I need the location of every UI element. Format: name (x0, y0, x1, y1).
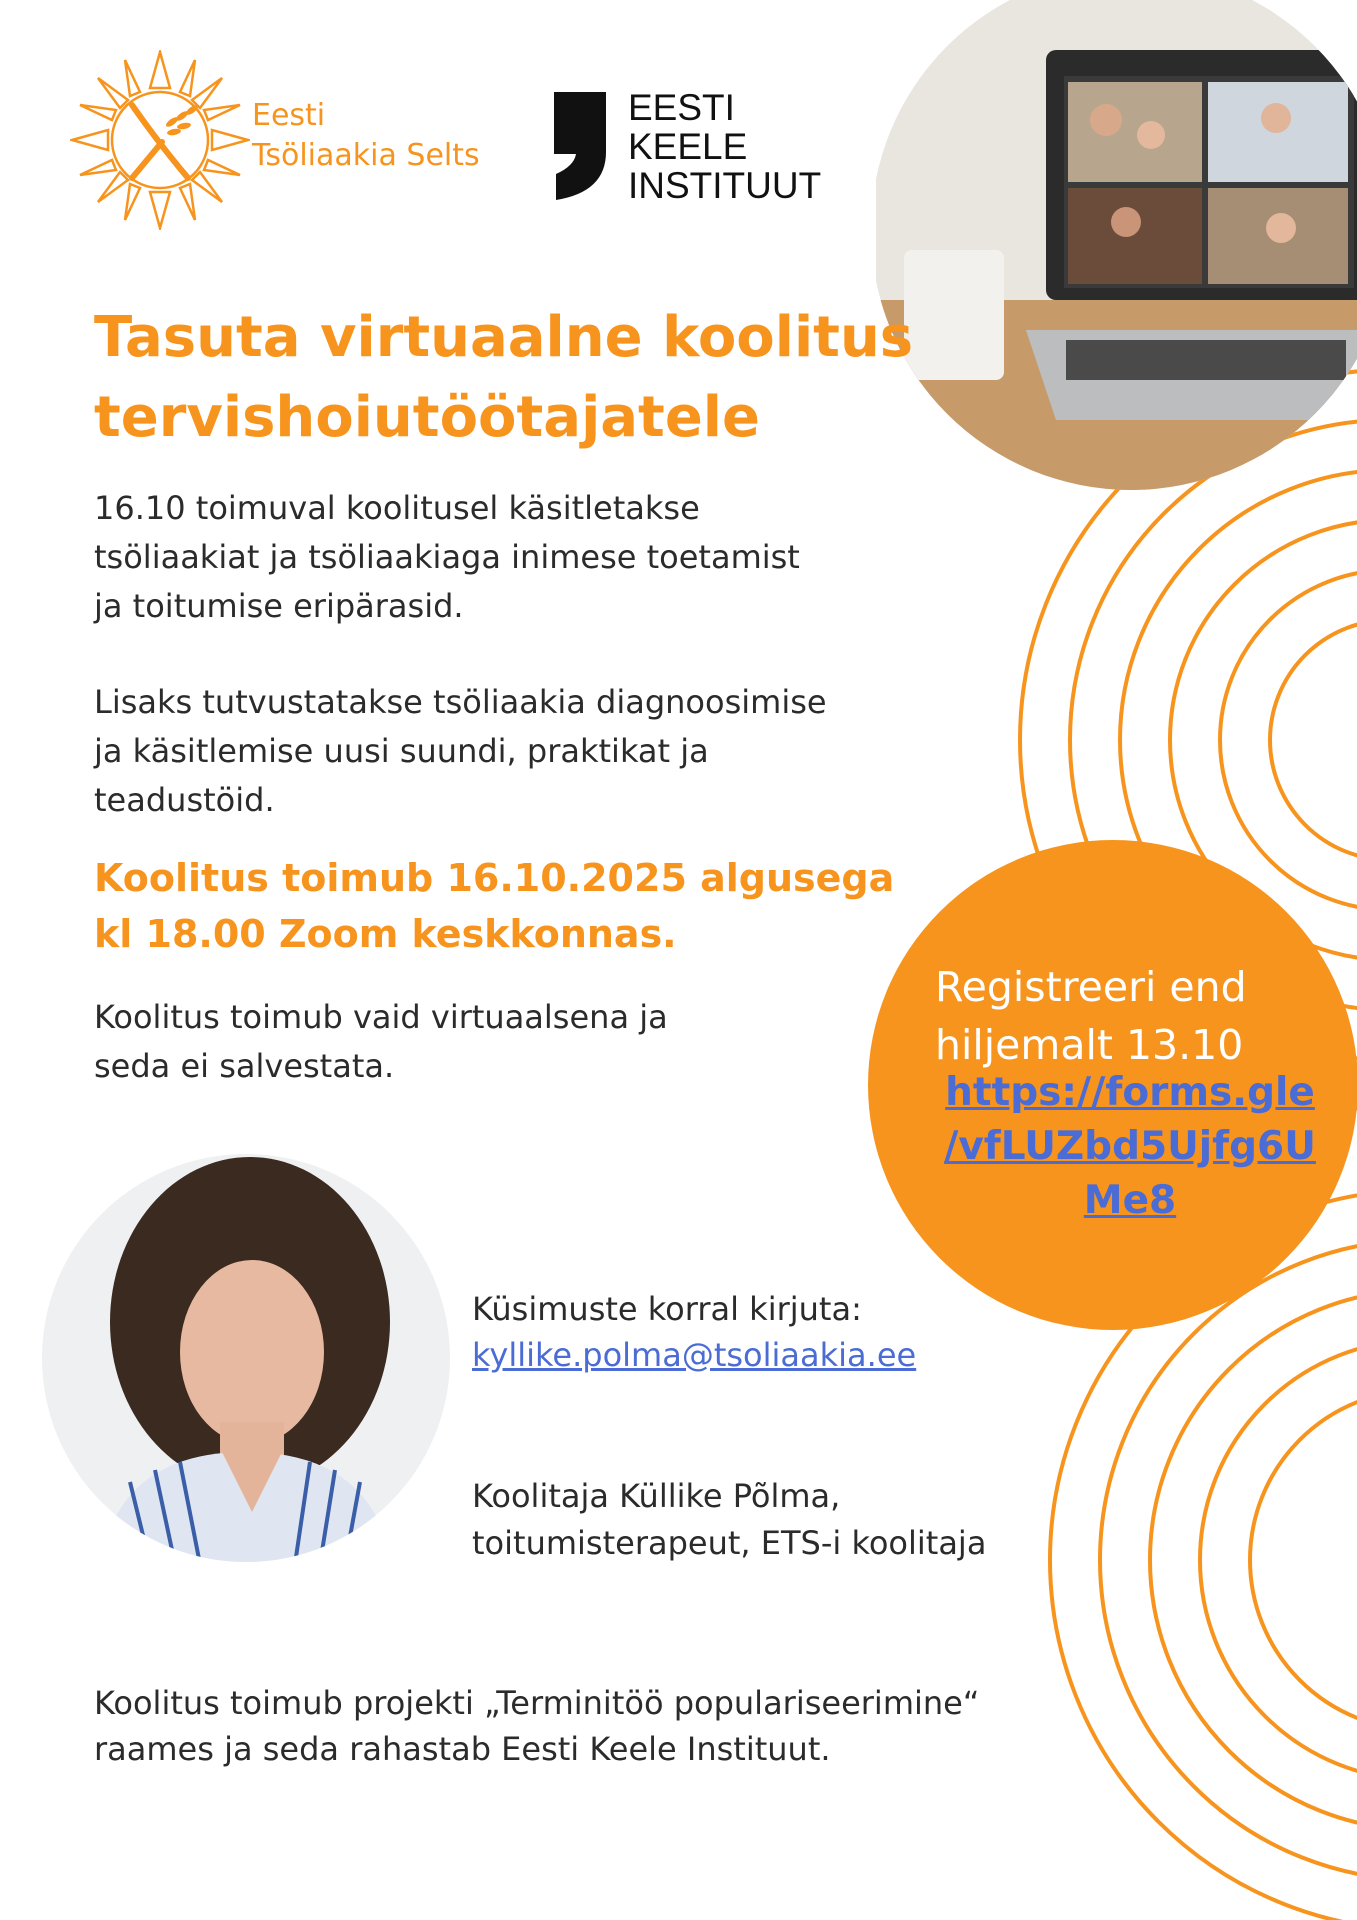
extra-line2: ja käsitlemise uusi suundi, praktikat ja (94, 732, 709, 770)
registration-line1: Registreeri end (935, 963, 1247, 1011)
trainer-portrait-photo (40, 1152, 452, 1564)
event-line1: Koolitus toimub 16.10.2025 algusega (94, 856, 895, 900)
registration-link-line3[interactable]: Me8 (1083, 1178, 1177, 1223)
event-details (94, 850, 954, 962)
eki-logo-line3: INSTITUUT (628, 165, 822, 206)
registration-link[interactable] (920, 1066, 1340, 1228)
contact-label: Küsimuste korral kirjuta: (472, 1290, 862, 1328)
trainer-line2: toitumisterapeut, ETS-i koolitaja (472, 1524, 987, 1562)
ets-logo-line2: Tsöliaakia Selts (252, 138, 480, 173)
eki-logo-text (628, 88, 821, 205)
virtual-line2: seda ei salvestata. (94, 1047, 395, 1085)
footer-note (94, 1680, 1194, 1772)
intro-paragraph (94, 484, 994, 631)
intro-line1: 16.10 toimuval koolitusel käsitletakse (94, 489, 700, 527)
laptop-video-call-photo (876, 0, 1357, 492)
trainer-line1: Koolitaja Küllike Põlma, (472, 1477, 841, 1515)
registration-line2: hiljemalt 13.10 (935, 1021, 1244, 1069)
title-line2: tervishoiutöötajatele (94, 385, 760, 450)
registration-text (935, 958, 1325, 1074)
footer-line1: Koolitus toimub projekti „Terminitöö populariseerimine“ (94, 1684, 980, 1722)
extra-line1: Lisaks tutvustatakse tsöliaakia diagnoosimise (94, 683, 827, 721)
eki-logo-line2: KEELE (628, 126, 748, 167)
virtual-line1: Koolitus toimub vaid virtuaalsena ja (94, 998, 668, 1036)
contact-email-link[interactable]: kyllike.polma@tsoliaakia.ee (472, 1336, 917, 1374)
trainer-info (472, 1473, 1272, 1567)
ets-logo-text (252, 96, 480, 176)
extra-line3: teadustöid. (94, 781, 275, 819)
ets-sun-logo-icon (70, 50, 250, 230)
footer-line2: raames ja seda rahastab Eesti Keele Instituut. (94, 1730, 831, 1768)
extra-paragraph (94, 678, 994, 825)
title-line1: Tasuta virtuaalne koolitus (94, 305, 914, 370)
registration-link-line2[interactable]: /vfLUZbd5Ujfg6U (944, 1124, 1316, 1169)
event-line2: kl 18.00 Zoom keskkonnas. (94, 912, 677, 956)
registration-link-line1[interactable]: https://forms.gle (945, 1070, 1315, 1115)
page-title (94, 298, 914, 458)
contact-block (472, 1286, 1172, 1378)
ets-logo-line1: Eesti (252, 98, 326, 133)
intro-line3: ja toitumise eripärasid. (94, 587, 464, 625)
eki-logo-line1: EESTI (628, 87, 735, 128)
virtual-note (94, 993, 854, 1091)
intro-line2: tsöliaakiat ja tsöliaakiaga inimese toetamist (94, 538, 800, 576)
eki-comma-logo-icon (550, 92, 610, 202)
